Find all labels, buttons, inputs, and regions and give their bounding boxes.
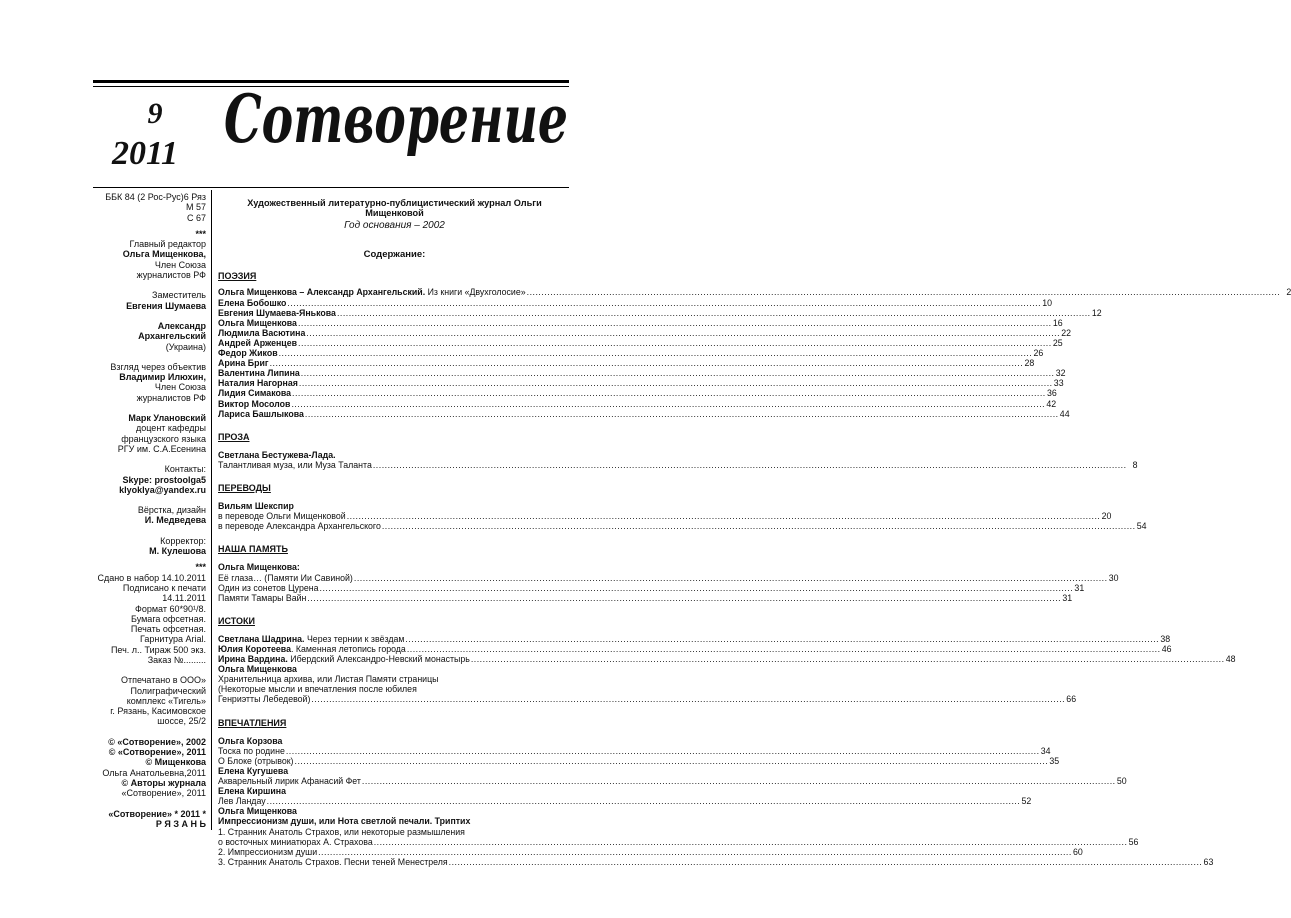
copyright-3: © Мищенкова [145, 757, 206, 768]
copyright-2: © «Сотворение», 2011 [108, 747, 206, 758]
printer-3: комплекс «Тигель» [126, 695, 206, 706]
toc-work-line: (Некоторые мысли и впечатления после юбилея [218, 684, 417, 695]
toc-entry[interactable] [218, 694, 1077, 705]
section-poetry: ПОЭЗИЯ [218, 271, 257, 282]
toc-page: 42 [1046, 398, 1057, 409]
layout-name: И. Медведева [144, 515, 206, 526]
toc-work: Памяти Тамары Вайн [218, 592, 307, 603]
column-divider [211, 190, 212, 830]
toc-page: 46 [1161, 644, 1172, 654]
dot-leader [279, 348, 1033, 358]
toc-work: Один из сонетов Цурена [218, 582, 319, 593]
proof-role: Корректор: [160, 535, 206, 546]
proof-name: М. Кулешова [149, 546, 206, 557]
toc-work: о восточных миниатюрах А. Страхова [218, 836, 373, 847]
toc-entry[interactable] [218, 776, 1127, 787]
toc-page: 20 [1101, 511, 1112, 522]
print-info-9: Заказ №......... [147, 654, 206, 665]
copyright-6: «Сотворение», 2011 [121, 788, 206, 799]
toc-work: Арина Бриг [218, 358, 269, 369]
ulan-note-2: французского языка [121, 433, 206, 444]
toc-entry[interactable] [218, 307, 1102, 318]
stars-divider-2: *** [195, 562, 206, 573]
print-info-1: Сдано в набор 14.10.2011 [97, 572, 206, 583]
toc-entry[interactable] [218, 378, 1064, 389]
toc-work: Валентина Липина [218, 368, 300, 379]
photo-name: Владимир Илюхин, [119, 372, 206, 383]
sources-list [218, 633, 1236, 665]
deputy-name: Евгения Шумаева [126, 300, 206, 311]
photo-note-2: журналистов РФ [136, 392, 206, 403]
toc-work-line: Хранительница архива, или Листая Памяти страницы [218, 674, 439, 685]
toc-entry[interactable] [218, 582, 1085, 593]
dot-leader [382, 521, 1136, 531]
toc-work: . Каменная летопись города [290, 644, 406, 654]
toc-author: Ольга Корзова [218, 735, 283, 746]
dot-leader [306, 328, 1060, 338]
dot-leader [347, 511, 1101, 521]
dot-leader [292, 388, 1046, 398]
toc-work: Евгения Шумаева-Янькова [218, 307, 336, 318]
section-translations: ПЕРЕВОДЫ [218, 482, 271, 493]
toc-work: О Блоке (отрывок) [218, 755, 294, 766]
toc-entry[interactable] [218, 398, 1057, 409]
toc-entry-text [218, 654, 470, 664]
arkh-note: (Украина) [165, 341, 206, 352]
dot-leader [362, 776, 1116, 786]
toc-page: 31 [1074, 582, 1085, 593]
toc-work: Ибердский Александро-Невский монастырь [287, 654, 470, 665]
memory-list [218, 572, 1119, 603]
toc-work: Её глаза… (Памяти Ии Савиной) [218, 572, 353, 583]
toc-author: Юлия Коротеева [218, 644, 291, 654]
dot-leader [354, 573, 1108, 583]
toc-page: 34 [1040, 745, 1051, 756]
toc-title: Содержание: [363, 249, 426, 261]
dot-leader [449, 857, 1203, 867]
print-info-3: 14.11.2011 [162, 593, 206, 604]
footer-line-1: «Сотворение» * 2011 * [108, 808, 206, 819]
toc-work: Талантливая муза, или Муза Таланта [218, 459, 372, 470]
bbk-code-1: М 57 [185, 202, 206, 213]
bbk-code-2: С 67 [186, 212, 206, 223]
toc-page: 44 [1059, 408, 1070, 419]
toc-page: 26 [1033, 348, 1044, 359]
toc-page: 2 [1286, 287, 1291, 298]
poetry-list [218, 297, 1102, 419]
issue-number: 9 [147, 97, 163, 130]
toc-work: Людмила Васютина [218, 327, 306, 338]
dot-leader [318, 847, 1072, 857]
toc-page: 35 [1049, 755, 1060, 766]
email-contact[interactable]: klyoklya@yandex.ru [119, 484, 206, 495]
toc-work: Федор Жиков [218, 348, 278, 359]
toc-page: 52 [1021, 796, 1032, 807]
arkh-name-2: Архангельский [138, 331, 206, 342]
dot-leader [291, 399, 1045, 409]
toc-work-line: 1. Странник Анатоль Страхов, или некоторые размышления [218, 826, 465, 837]
dot-leader [527, 287, 1281, 297]
dot-leader [301, 368, 1055, 378]
dot-leader [337, 308, 1091, 318]
print-info-6: Печать офсетная. [130, 624, 206, 635]
toc-work: Елена Бобошко [218, 297, 287, 308]
skype-contact[interactable]: Skype: prostoolga5 [122, 474, 206, 485]
toc-entry[interactable] [218, 796, 1032, 807]
toc-work: Андрей Арженцев [218, 337, 298, 348]
toc-entry[interactable] [218, 644, 1172, 654]
dot-leader [287, 298, 1041, 308]
toc-entry[interactable] [218, 846, 1083, 857]
founded-line: Год основания – 2002 [344, 220, 445, 232]
toc-work: Наталия Нагорная [218, 378, 298, 389]
korzova-list [218, 745, 1060, 766]
photo-note-1: Член Союза [154, 382, 206, 393]
toc-entry[interactable] [218, 755, 1060, 766]
printer-2: Полиграфический [130, 685, 206, 696]
print-info-8: Печ. л.. Тираж 500 экз. [110, 644, 206, 655]
toc-entry[interactable] [218, 572, 1119, 583]
photo-role: Взгляд через объектив [110, 361, 206, 372]
toc-page: 56 [1128, 836, 1139, 847]
toc-entry[interactable] [218, 745, 1051, 756]
toc-page: 36 [1046, 388, 1057, 399]
dot-leader [307, 593, 1061, 603]
toc-page: 22 [1061, 327, 1072, 338]
toc-entry[interactable] [218, 327, 1072, 338]
bbk-line: ББК 84 (2 Рос-Рус)6 Ряз [105, 192, 206, 202]
dot-leader [405, 634, 1159, 644]
toc-author: Ольга Мищенкова: [218, 562, 300, 573]
copyright-5: © Авторы журнала [121, 777, 206, 788]
toc-entry[interactable] [218, 358, 1035, 369]
toc-entry[interactable] [218, 297, 1053, 308]
dot-leader [299, 378, 1053, 388]
editor-role: Главный редактор [129, 239, 206, 250]
toc-entry[interactable] [218, 459, 1138, 470]
dot-leader [407, 644, 1161, 654]
toc-entry[interactable] [218, 511, 1112, 522]
dot-leader [270, 358, 1024, 368]
masthead-title-text: Сотворение [224, 80, 568, 158]
toc-page: 28 [1024, 358, 1035, 369]
toc-work: 3. Странник Анатоль Страхов. Песни теней Менестреля [218, 856, 448, 867]
toc-page: 25 [1052, 337, 1063, 348]
journal-subtitle: Художественный литературно-публицистический журнал Ольги Мищенковой [247, 198, 542, 219]
toc-page: 32 [1055, 368, 1066, 379]
toc-entry[interactable] [218, 337, 1063, 348]
editor-note-1: Член Союза [154, 259, 206, 270]
toc-work: в переводе Александра Архангельского [218, 521, 381, 532]
toc-author: Ольга Мищенкова [218, 664, 297, 675]
editor-note-2: журналистов РФ [136, 270, 206, 281]
toc-work: Тоска по родине [218, 745, 285, 756]
contents-column [218, 198, 1291, 867]
dot-leader [373, 460, 1127, 470]
toc-page: 31 [1062, 592, 1073, 603]
print-info-7: Гарнитура Arial. [139, 634, 206, 645]
ulan-note-3: РГУ им. С.А.Есенина [117, 443, 206, 454]
copyright-4: Ольга Анатольевна,2011 [102, 767, 206, 778]
print-info-5: Бумага офсетная. [131, 613, 206, 624]
toc-page: 10 [1042, 297, 1053, 308]
ulan-note-1: доцент кафедры [136, 423, 206, 434]
toc-work: Лариса Башлыкова [218, 408, 304, 419]
masthead-title [222, 80, 572, 184]
toc-page: 8 [1132, 459, 1138, 470]
issue-year: 2011 [111, 135, 179, 172]
toc-page: 66 [1066, 694, 1077, 705]
toc-entry[interactable] [218, 348, 1044, 359]
toc-author: Вильям Шекспир [218, 501, 294, 512]
toc-entry[interactable] [218, 317, 1063, 328]
editor-name: Ольга Мищенкова, [122, 249, 206, 260]
toc-entry[interactable] [218, 408, 1070, 419]
dot-leader [374, 837, 1128, 847]
dot-leader [471, 654, 1225, 664]
toc-author: Елена Кугушева [218, 765, 289, 776]
toc-author: Елена Киршина [218, 786, 286, 797]
toc-work: Акварельный лирик Афанасий Фет [218, 776, 361, 787]
dot-leader [311, 694, 1065, 704]
toc-work: Из книги «Двухголосие» [425, 287, 526, 298]
toc-work-line: Импрессионизм души, или Нота светлой печали. Триптих [218, 816, 471, 827]
printer-4: г. Рязань, Касимовское [110, 706, 206, 717]
toc-entry[interactable] [218, 521, 1147, 532]
printer-5: шоссе, 25/2 [157, 716, 206, 727]
printer-1: Отпечатано в ООО» [121, 675, 206, 686]
stars-divider: *** [195, 228, 206, 239]
toc-work: 2. Импрессионизм души [218, 846, 318, 857]
section-prose: ПРОЗА [218, 431, 250, 442]
toc-entry[interactable] [218, 856, 1214, 867]
copyright-1: © «Сотворение», 2002 [108, 736, 206, 747]
toc-page: 60 [1073, 846, 1083, 857]
deputy-role: Заместитель [152, 290, 206, 301]
toc-author: Ирина Вардина. [218, 654, 288, 665]
toc-work: Лидия Симакова [218, 388, 292, 399]
toc-work: Ольга Мищенкова [218, 317, 297, 328]
translations-list [218, 511, 1147, 532]
issue-block [100, 94, 190, 174]
dot-leader [295, 756, 1049, 766]
triptych-list [218, 836, 1214, 867]
toc-entry[interactable] [218, 287, 1291, 298]
section-impressions: ВПЕЧАТЛЕНИЯ [218, 717, 287, 728]
toc-page: 63 [1203, 856, 1214, 867]
toc-author: Светлана Бестужева-Лада. [218, 449, 336, 460]
section-sources: ИСТОКИ [218, 615, 255, 626]
toc-entry-text [218, 644, 406, 654]
contacts-label: Контакты: [164, 464, 206, 475]
mid-rule [93, 187, 569, 188]
toc-author: Светлана Шадрина. [218, 633, 305, 644]
toc-entry[interactable] [218, 592, 1073, 603]
imprint-column [88, 192, 206, 829]
toc-work: Через тернии к звёздам [304, 633, 405, 644]
toc-page: 12 [1091, 307, 1102, 318]
dot-leader [298, 338, 1052, 348]
toc-entry[interactable] [218, 633, 1171, 644]
arkh-name-1: Александр [157, 320, 206, 331]
dot-leader [267, 796, 1021, 806]
toc-page: 48 [1225, 654, 1236, 665]
toc-entry-text [218, 287, 526, 297]
toc-entry[interactable] [218, 836, 1139, 847]
dot-leader [286, 746, 1040, 756]
print-info-2: Подписано к печати [122, 582, 206, 593]
toc-entry[interactable] [218, 388, 1057, 399]
toc-entry[interactable] [218, 368, 1066, 379]
toc-author: Ольга Мищенкова – Александр Архангельский. [218, 287, 426, 298]
toc-entry-text [218, 634, 404, 644]
toc-author: Ольга Мищенкова [218, 806, 297, 817]
toc-page: 30 [1108, 572, 1119, 583]
toc-page: 38 [1160, 633, 1171, 644]
print-info-4: Формат 60*90¹/8. [135, 603, 206, 614]
toc-work: Лев Ландау [218, 796, 266, 807]
toc-work: в переводе Ольги Мищенковой [218, 511, 346, 522]
toc-page: 54 [1136, 521, 1147, 532]
layout-role: Вёрстка, дизайн [137, 505, 206, 516]
dot-leader [305, 409, 1059, 419]
ulan-name: Марк Улановский [128, 413, 206, 424]
toc-work: Генриэтты Лебедевой) [218, 694, 311, 705]
dot-leader [320, 583, 1074, 593]
toc-entry[interactable] [218, 654, 1236, 665]
section-memory: НАША ПАМЯТЬ [218, 544, 288, 555]
toc-page: 16 [1052, 317, 1063, 328]
toc-work: Виктор Мосолов [218, 398, 291, 409]
toc-page: 33 [1053, 378, 1064, 389]
toc-page: 50 [1116, 776, 1127, 787]
footer-line-2: Р Я З А Н Ь [155, 818, 206, 829]
dot-leader [298, 318, 1052, 328]
